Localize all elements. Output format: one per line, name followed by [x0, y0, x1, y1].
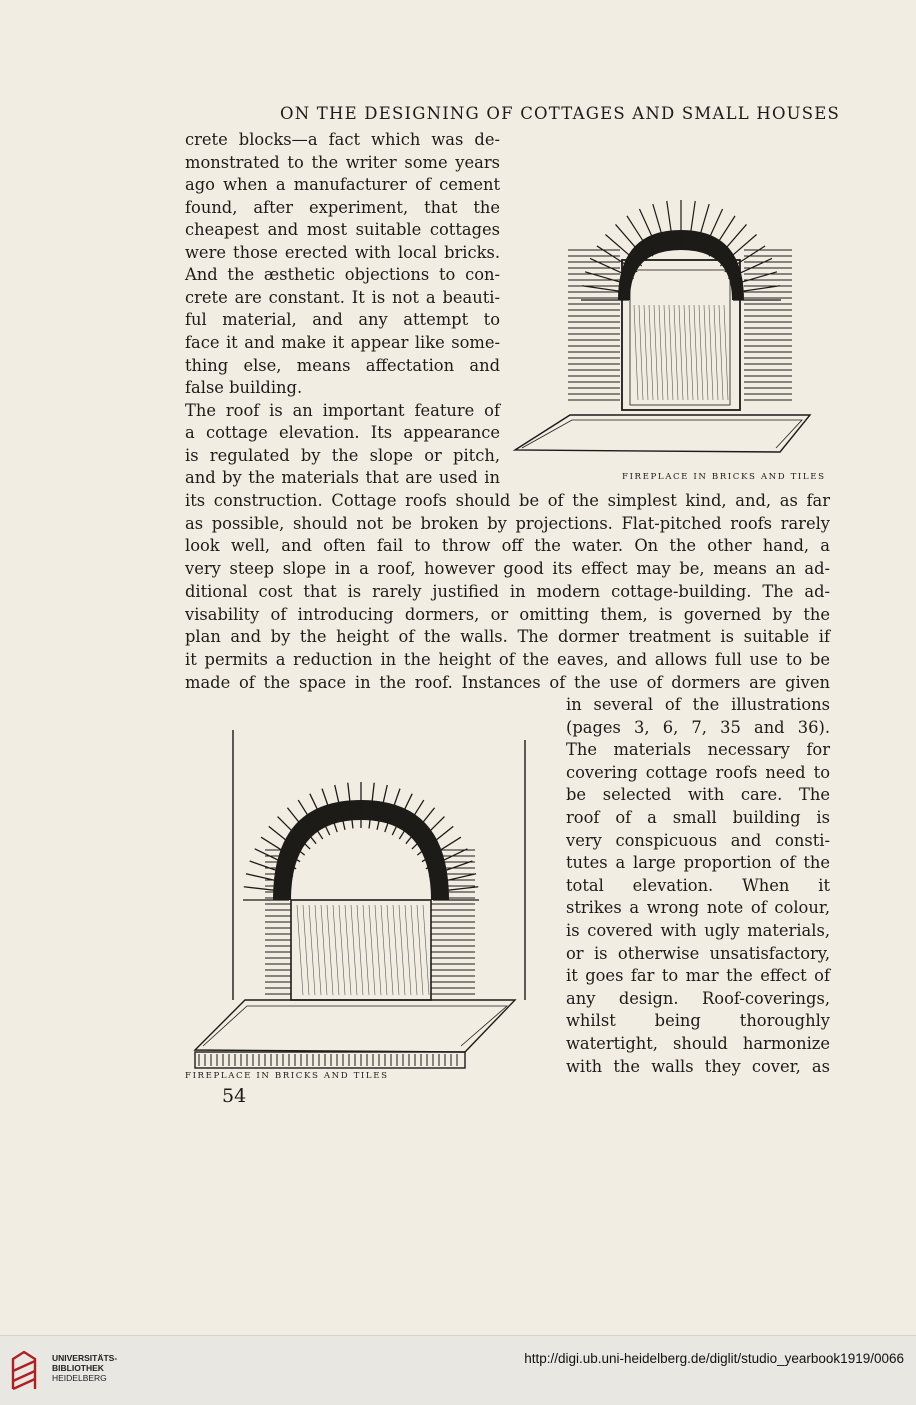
text-line: look well, and often fail to throw off the water. On the other hand, a: [185, 536, 830, 556]
text-line: it permits a reduction in the height of the eaves, and allows full use to be: [185, 649, 830, 669]
hatch-stroke: [634, 305, 638, 400]
permalink-url[interactable]: http://digi.ub.uni-heidelberg.de/diglit/studio_yearbook1919/0066: [524, 1351, 904, 1366]
hatch-stroke: [694, 305, 698, 400]
text-line: its construction. Cottage roofs should be of the simplest kind, and, as far: [185, 491, 830, 510]
hatch-stroke: [315, 905, 321, 995]
library-name-line-1: UNIVERSITÄTS-: [52, 1353, 118, 1363]
hatch-stroke: [387, 905, 393, 995]
figure-caption-bottom: FIREPLACE IN BRICKS AND TILES: [185, 1071, 389, 1081]
text-line: in several of the illustrations: [566, 695, 830, 714]
text-line: The materials necessary for: [566, 740, 830, 760]
hatch-stroke: [719, 305, 723, 400]
text-line: and by the materials that are used in: [185, 468, 500, 488]
text-line: watertight, should harmonize: [566, 1034, 830, 1053]
library-name-line-3: HEIDELBERG: [52, 1373, 107, 1383]
text-line: thing else, means affectation and: [185, 355, 500, 375]
hatch-stroke: [714, 305, 718, 400]
hatch-stroke: [674, 305, 678, 400]
hatch-stroke: [689, 305, 693, 400]
text-line: very conspicuous and consti-: [566, 830, 830, 850]
text-line: be selected with care. The: [566, 785, 830, 805]
text-line: very steep slope in a roof, however good its effect may be, means an ad-: [185, 559, 830, 579]
hatch-stroke: [654, 305, 658, 400]
text-line: tutes a large proportion of the: [566, 853, 830, 873]
hatch-stroke: [345, 905, 351, 995]
hatch-stroke: [684, 305, 688, 400]
hatch-stroke: [659, 305, 663, 400]
text-line: ago when a manufacturer of cement: [185, 175, 500, 195]
library-name[interactable]: [52, 1353, 117, 1383]
hatch-stroke: [699, 305, 703, 400]
library-footer: [0, 1335, 916, 1405]
text-line: face it and make it appear like some-: [185, 332, 500, 352]
hatch-stroke: [363, 905, 369, 995]
hatch-stroke: [333, 905, 339, 995]
text-line: as possible, should not be broken by projections. Flat-pitched roofs rarely: [185, 513, 830, 533]
text-line: found, after experiment, that the: [185, 197, 500, 217]
text-line: ditional cost that is rarely justified in modern cottage-building. The ad-: [185, 581, 830, 601]
hatch-stroke: [297, 905, 303, 995]
hatch-stroke: [411, 905, 417, 995]
hatch-stroke: [679, 305, 683, 400]
hatch-stroke: [704, 305, 708, 400]
hatch-stroke: [309, 905, 315, 995]
text-line: a cottage elevation. Its appearance: [185, 423, 500, 443]
text-line: it goes far to mar the effect of: [566, 966, 830, 986]
hatch-stroke: [381, 905, 387, 995]
hatch-stroke: [664, 305, 668, 400]
text-line: or is otherwise unsatisfactory,: [566, 943, 830, 963]
hatch-stroke: [351, 905, 357, 995]
hatch-stroke: [724, 305, 728, 400]
fireplace-illustration-top: [510, 180, 835, 465]
text-line: is covered with ugly materials,: [566, 921, 830, 940]
text-line: visability of introducing dormers, or omitting them, is governed by the: [185, 604, 830, 624]
text-line: is regulated by the slope or pitch,: [185, 445, 500, 465]
hatch-stroke: [357, 905, 363, 995]
text-line: false building.: [185, 378, 303, 398]
text-line: monstrated to the writer some years: [185, 152, 500, 172]
hatch-stroke: [375, 905, 381, 995]
hatch-stroke: [369, 905, 375, 995]
text-line: crete are constant. It is not a beauti-: [185, 287, 500, 307]
text-line: roof of a small building is: [566, 808, 830, 827]
figure-caption-top: FIREPLACE IN BRICKS AND TILES: [622, 472, 826, 482]
hatch-stroke: [405, 905, 411, 995]
hatch-stroke: [423, 905, 429, 995]
library-name-line-2: BIBLIOTHEK: [52, 1363, 104, 1373]
hatch-stroke: [639, 305, 643, 400]
text-line: The roof is an important feature of: [185, 400, 500, 420]
text-line: any design. Roof-coverings,: [566, 988, 830, 1008]
hatch-stroke: [649, 305, 653, 400]
university-library-logo-icon[interactable]: [10, 1349, 38, 1391]
text-line: (pages 3, 6, 7, 35 and 36).: [566, 717, 830, 737]
hatch-stroke: [399, 905, 405, 995]
text-line: with the walls they cover, as: [566, 1056, 830, 1076]
hatch-stroke: [321, 905, 327, 995]
hatch-stroke: [709, 305, 713, 400]
text-line: And the æsthetic objections to con-: [185, 265, 500, 285]
text-line: whilst being thoroughly: [566, 1011, 830, 1031]
text-line: ful material, and any attempt to: [185, 310, 500, 330]
text-line: cheapest and most suitable cottages: [185, 220, 500, 240]
hatch-stroke: [327, 905, 333, 995]
running-header: ON THE DESIGNING OF COTTAGES AND SMALL HOUSES: [280, 104, 841, 123]
hatch-stroke: [303, 905, 309, 995]
hatch-stroke: [644, 305, 648, 400]
hatch-stroke: [417, 905, 423, 995]
page-number: 54: [222, 1085, 247, 1107]
fireplace-illustration-bottom: [185, 700, 540, 1070]
hatch-stroke: [339, 905, 345, 995]
text-line: strikes a wrong note of colour,: [566, 898, 830, 918]
text-line: made of the space in the roof. Instances of the use of dormers are given: [185, 672, 830, 692]
text-line: covering cottage roofs need to: [566, 762, 830, 782]
text-line: crete blocks—a fact which was de-: [185, 130, 500, 149]
hatch-stroke: [393, 905, 399, 995]
hatch-stroke: [669, 305, 673, 400]
text-line: total elevation. When it: [566, 875, 830, 895]
text-line: were those erected with local bricks.: [185, 242, 500, 262]
text-line: plan and by the height of the walls. The dormer treatment is suitable if: [185, 627, 830, 647]
